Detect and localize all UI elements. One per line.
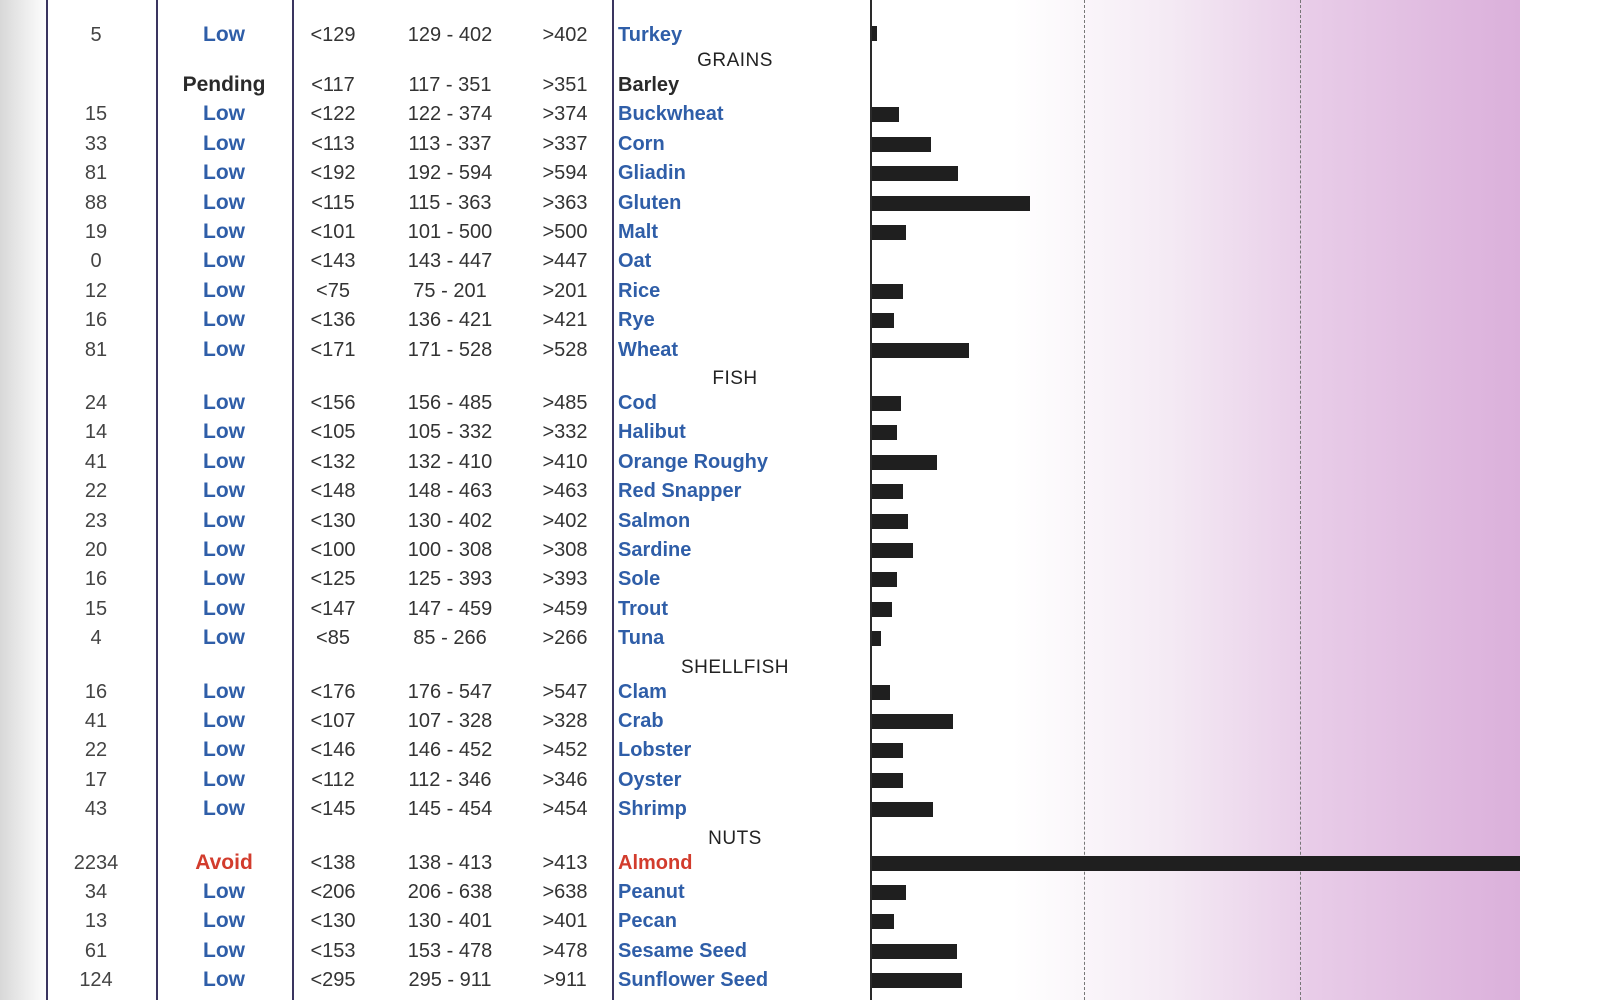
- result-bar: [872, 773, 903, 788]
- cell-low: <295: [310, 969, 356, 991]
- cell-food: Buckwheat: [618, 103, 724, 125]
- cell-moderate: 143 - 447: [407, 250, 493, 272]
- cell-moderate: 136 - 421: [407, 309, 493, 331]
- cell-score: 41: [84, 710, 108, 732]
- cell-food: Cod: [618, 392, 657, 414]
- cell-score: 16: [84, 681, 108, 703]
- cell-food: Turkey: [618, 24, 683, 46]
- cell-low: <147: [310, 598, 356, 620]
- cell-score: 81: [84, 339, 108, 361]
- result-bar: [872, 514, 908, 529]
- cell-score: 43: [84, 798, 108, 820]
- cell-level: Low: [203, 132, 245, 155]
- cell-food: Crab: [618, 710, 664, 732]
- cell-score: 2234: [73, 852, 119, 874]
- cell-level: Low: [203, 909, 245, 932]
- cell-level: Low: [203, 709, 245, 732]
- table-row: [0, 537, 860, 563]
- table-row: [0, 679, 860, 705]
- result-bar: [872, 137, 931, 152]
- cell-moderate: 115 - 363: [408, 192, 492, 214]
- table-row: [0, 478, 860, 504]
- cell-level: Low: [203, 191, 245, 214]
- cell-high: >363: [542, 192, 588, 214]
- cell-level: Low: [203, 797, 245, 820]
- table-row: [0, 908, 860, 934]
- cell-moderate: 122 - 374: [407, 103, 493, 125]
- cell-food: Halibut: [618, 421, 686, 443]
- table-row: [0, 101, 860, 127]
- cell-high: >266: [542, 627, 588, 649]
- cell-score: 88: [84, 192, 108, 214]
- cell-moderate: 130 - 402: [407, 510, 493, 532]
- table-row: [0, 566, 860, 592]
- cell-high: >401: [542, 910, 588, 932]
- cell-moderate: 153 - 478: [407, 940, 493, 962]
- cell-food: Barley: [618, 74, 680, 96]
- result-bar: [872, 802, 933, 817]
- cell-low: <171: [310, 339, 356, 361]
- cell-high: >478: [542, 940, 588, 962]
- cell-moderate: 206 - 638: [407, 881, 493, 903]
- cell-high: >308: [542, 539, 588, 561]
- category-heading: FISH: [712, 368, 758, 389]
- cell-low: <100: [310, 539, 356, 561]
- cell-score: 124: [79, 969, 113, 991]
- cell-high: >459: [542, 598, 588, 620]
- cell-low: <176: [310, 681, 356, 703]
- cell-high: >485: [542, 392, 588, 414]
- cell-high: >454: [542, 798, 588, 820]
- table-row: [0, 879, 860, 905]
- cell-low: <125: [310, 568, 356, 590]
- table-row: [0, 278, 860, 304]
- result-bar: [872, 973, 962, 988]
- table-row: [0, 390, 860, 416]
- cell-moderate: 100 - 308: [407, 539, 493, 561]
- cell-level: Low: [203, 279, 245, 302]
- chart-gridline: [1084, 0, 1085, 1000]
- cell-level: Low: [203, 102, 245, 125]
- cell-low: <85: [316, 627, 350, 649]
- cell-score: 34: [84, 881, 108, 903]
- cell-moderate: 132 - 410: [407, 451, 493, 473]
- cell-level: Low: [203, 538, 245, 561]
- result-bar: [872, 685, 890, 700]
- cell-food: Sunflower Seed: [618, 969, 769, 991]
- cell-low: <146: [310, 739, 356, 761]
- cell-high: >402: [542, 510, 588, 532]
- table-row: [0, 131, 860, 157]
- cell-level: Low: [203, 597, 245, 620]
- cell-score: 17: [84, 769, 108, 791]
- cell-food: Orange Roughy: [618, 451, 769, 473]
- cell-moderate: 147 - 459: [407, 598, 493, 620]
- result-bar: [872, 284, 903, 299]
- cell-food: Corn: [618, 133, 665, 155]
- result-bar: [872, 26, 877, 41]
- bar-chart-area: [870, 0, 1520, 1000]
- cell-high: >447: [542, 250, 588, 272]
- cell-score: 16: [84, 568, 108, 590]
- cell-moderate: 117 - 351: [408, 74, 492, 96]
- category-heading: GRAINS: [697, 50, 773, 71]
- cell-food: Peanut: [618, 881, 685, 903]
- cell-high: >337: [542, 133, 588, 155]
- result-bar: [872, 743, 903, 758]
- result-bar: [872, 196, 1030, 211]
- cell-level: Low: [203, 161, 245, 184]
- cell-score: 13: [84, 910, 108, 932]
- cell-food: Sardine: [618, 539, 692, 561]
- result-bar: [872, 856, 1520, 871]
- cell-score: 81: [84, 162, 108, 184]
- table-row: [0, 22, 860, 48]
- table-row: [0, 449, 860, 475]
- cell-high: >413: [542, 852, 588, 874]
- result-bar: [872, 944, 957, 959]
- result-bar: [872, 602, 892, 617]
- cell-score: 16: [84, 309, 108, 331]
- cell-low: <101: [310, 221, 356, 243]
- table-row: [0, 796, 860, 822]
- cell-moderate: 107 - 328: [407, 710, 493, 732]
- table-row: [0, 160, 860, 186]
- cell-score: 15: [84, 598, 108, 620]
- result-bar: [872, 166, 958, 181]
- cell-low: <130: [310, 510, 356, 532]
- cell-level: Low: [203, 420, 245, 443]
- cell-moderate: 125 - 393: [407, 568, 493, 590]
- cell-moderate: 148 - 463: [407, 480, 493, 502]
- cell-food: Trout: [618, 598, 668, 620]
- cell-food: Red Snapper: [618, 480, 742, 502]
- table-row: [0, 596, 860, 622]
- cell-level: Low: [203, 220, 245, 243]
- cell-low: <112: [311, 769, 355, 791]
- cell-level: Low: [203, 338, 245, 361]
- cell-low: <105: [310, 421, 356, 443]
- cell-level: Low: [203, 23, 245, 46]
- cell-moderate: 156 - 485: [407, 392, 493, 414]
- cell-score: 61: [84, 940, 108, 962]
- result-bar: [872, 225, 906, 240]
- cell-moderate: 130 - 401: [407, 910, 493, 932]
- cell-high: >500: [542, 221, 588, 243]
- cell-food: Malt: [618, 221, 658, 243]
- cell-food: Clam: [618, 681, 667, 703]
- cell-level: Low: [203, 738, 245, 761]
- cell-food: Pecan: [618, 910, 677, 932]
- chart-gridline: [1300, 0, 1301, 1000]
- cell-level: Avoid: [195, 851, 253, 874]
- page-margin: [1520, 0, 1600, 1000]
- cell-food: Sole: [618, 568, 661, 590]
- table-row: [0, 337, 860, 363]
- result-bar: [872, 313, 894, 328]
- cell-level: Low: [203, 567, 245, 590]
- cell-moderate: 192 - 594: [407, 162, 493, 184]
- cell-moderate: 145 - 454: [407, 798, 493, 820]
- cell-moderate: 101 - 500: [407, 221, 493, 243]
- cell-level: Low: [203, 880, 245, 903]
- cell-low: <107: [310, 710, 356, 732]
- result-bar: [872, 396, 901, 411]
- cell-moderate: 113 - 337: [408, 133, 492, 155]
- result-bar: [872, 885, 906, 900]
- table-row: [0, 938, 860, 964]
- table-row: [0, 967, 860, 993]
- cell-moderate: 75 - 201: [413, 280, 487, 302]
- cell-food: Wheat: [618, 339, 678, 361]
- cell-low: <138: [310, 852, 356, 874]
- cell-score: 5: [90, 24, 102, 46]
- cell-low: <192: [310, 162, 356, 184]
- cell-moderate: 176 - 547: [407, 681, 493, 703]
- result-bar: [872, 914, 894, 929]
- result-bar: [872, 343, 969, 358]
- cell-low: <156: [310, 392, 356, 414]
- table-row: [0, 508, 860, 534]
- cell-level: Low: [203, 768, 245, 791]
- cell-level: Low: [203, 249, 245, 272]
- cell-low: <122: [310, 103, 356, 125]
- cell-moderate: 295 - 911: [408, 969, 492, 991]
- table-row: [0, 708, 860, 734]
- cell-low: <113: [311, 133, 355, 155]
- table-row: [0, 737, 860, 763]
- cell-score: 20: [84, 539, 108, 561]
- cell-score: 41: [84, 451, 108, 473]
- table-row: [0, 307, 860, 333]
- cell-food: Gliadin: [618, 162, 686, 184]
- cell-level: Low: [203, 680, 245, 703]
- cell-level: Low: [203, 308, 245, 331]
- result-bar: [872, 484, 903, 499]
- cell-food: Oyster: [618, 769, 682, 791]
- table-row: [0, 419, 860, 445]
- cell-moderate: 138 - 413: [407, 852, 493, 874]
- cell-high: >328: [542, 710, 588, 732]
- cell-low: <129: [310, 24, 356, 46]
- cell-high: >393: [542, 568, 588, 590]
- cell-level: Low: [203, 968, 245, 991]
- cell-moderate: 112 - 346: [408, 769, 492, 791]
- cell-score: 24: [84, 392, 108, 414]
- cell-moderate: 129 - 402: [407, 24, 493, 46]
- cell-low: <115: [311, 192, 355, 214]
- cell-food: Gluten: [618, 192, 682, 214]
- cell-moderate: 171 - 528: [407, 339, 493, 361]
- cell-high: >452: [542, 739, 588, 761]
- cell-high: >201: [542, 280, 588, 302]
- table-row: [0, 219, 860, 245]
- cell-high: >402: [542, 24, 588, 46]
- cell-food: Salmon: [618, 510, 691, 532]
- cell-food: Shrimp: [618, 798, 687, 820]
- cell-low: <132: [310, 451, 356, 473]
- cell-level: Low: [203, 391, 245, 414]
- cell-high: >351: [542, 74, 588, 96]
- cell-moderate: 85 - 266: [413, 627, 487, 649]
- result-bar: [872, 543, 913, 558]
- table-row: [0, 72, 860, 98]
- cell-low: <145: [310, 798, 356, 820]
- cell-food: Sesame Seed: [618, 940, 747, 962]
- cell-low: <130: [310, 910, 356, 932]
- cell-low: <136: [310, 309, 356, 331]
- cell-score: 33: [84, 133, 108, 155]
- cell-high: >594: [542, 162, 588, 184]
- result-bar: [872, 107, 899, 122]
- cell-high: >332: [542, 421, 588, 443]
- result-bar: [872, 631, 881, 646]
- cell-moderate: 146 - 452: [407, 739, 493, 761]
- cell-low: <75: [316, 280, 350, 302]
- category-heading: NUTS: [708, 827, 762, 849]
- cell-level: Low: [203, 479, 245, 502]
- cell-low: <117: [311, 74, 355, 96]
- cell-high: >528: [542, 339, 588, 361]
- cell-score: 14: [84, 421, 108, 443]
- table-row: [0, 190, 860, 216]
- table-row: [0, 248, 860, 274]
- result-bar: [872, 455, 937, 470]
- cell-score: 15: [84, 103, 108, 125]
- cell-food: Almond: [618, 852, 693, 874]
- cell-low: <153: [310, 940, 356, 962]
- cell-score: 23: [84, 510, 108, 532]
- cell-score: 0: [90, 250, 102, 272]
- cell-food: Lobster: [618, 739, 692, 761]
- cell-food: Oat: [618, 250, 652, 272]
- table-row: [0, 850, 860, 876]
- result-bar: [872, 572, 897, 587]
- cell-high: >374: [542, 103, 588, 125]
- cell-level: Pending: [182, 73, 266, 96]
- cell-level: Low: [203, 450, 245, 473]
- cell-high: >547: [542, 681, 588, 703]
- cell-high: >346: [542, 769, 588, 791]
- cell-food: Rye: [618, 309, 655, 331]
- cell-score: 12: [84, 280, 108, 302]
- cell-food: Rice: [618, 280, 661, 302]
- cell-level: Low: [203, 509, 245, 532]
- category-heading: SHELLFISH: [681, 656, 789, 678]
- cell-high: >911: [543, 969, 587, 991]
- cell-score: 22: [84, 480, 108, 502]
- cell-high: >410: [542, 451, 588, 473]
- result-bar: [872, 425, 897, 440]
- cell-low: <206: [310, 881, 356, 903]
- cell-moderate: 105 - 332: [407, 421, 493, 443]
- cell-score: 22: [84, 739, 108, 761]
- table-row: [0, 767, 860, 793]
- cell-level: Low: [203, 626, 245, 649]
- cell-high: >463: [542, 480, 588, 502]
- result-bar: [872, 714, 953, 729]
- cell-level: Low: [203, 939, 245, 962]
- cell-low: <148: [310, 480, 356, 502]
- cell-food: Tuna: [618, 627, 665, 649]
- table-row: [0, 625, 860, 651]
- cell-low: <143: [310, 250, 356, 272]
- cell-high: >638: [542, 881, 588, 903]
- cell-high: >421: [542, 309, 588, 331]
- cell-score: 19: [84, 221, 108, 243]
- cell-score: 4: [90, 627, 102, 649]
